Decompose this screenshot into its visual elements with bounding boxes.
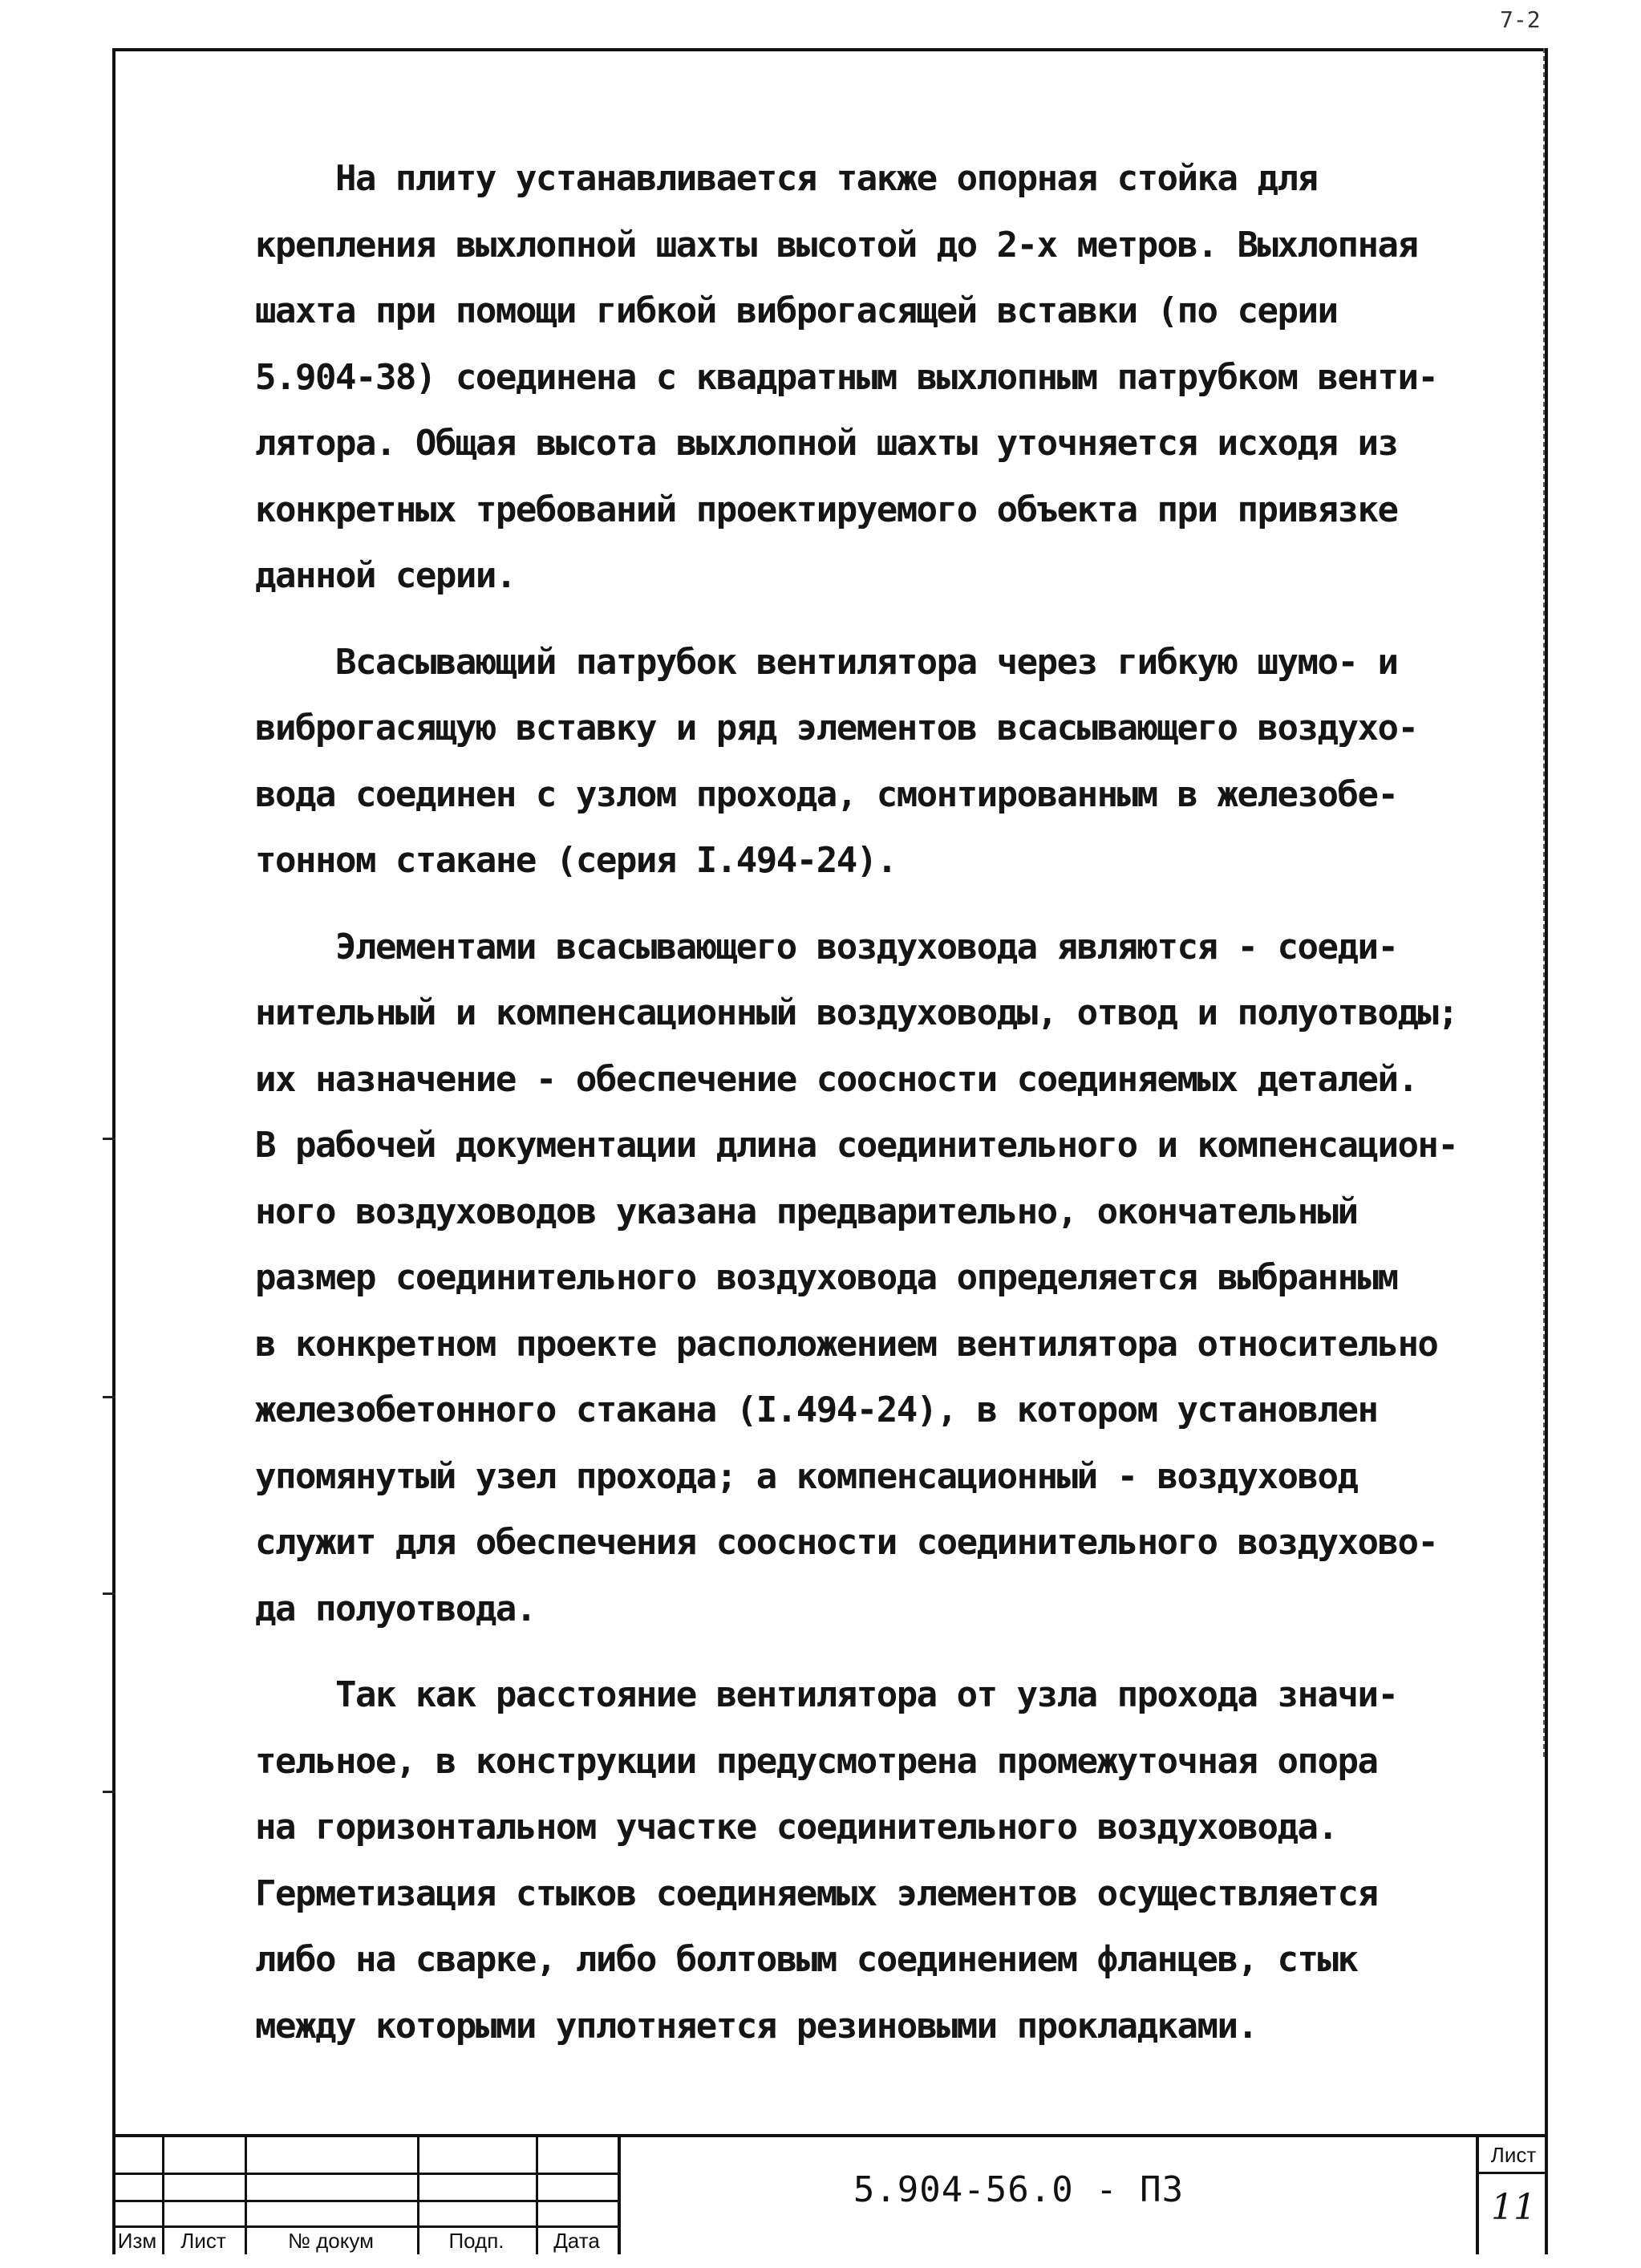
text-line: Так как расстояние вентилятора от узла прохода значи- — [255, 1674, 1398, 1715]
col-doc-number: № докум — [288, 2229, 374, 2253]
text-line: Всасывающий патрубок вентилятора через гибкую шумо- и — [255, 641, 1398, 683]
body-text — [255, 146, 1458, 2059]
text-line: 5.904-38) соединена с квадратным выхлопным патрубком венти- — [255, 356, 1438, 398]
text-line: вода соединен с узлом прохода, смонтированным в железобе- — [255, 773, 1398, 815]
text-line: Элементами всасывающего воздуховода являются - соеди- — [255, 926, 1398, 968]
text-line: их назначение - обеспечение соосности соединяемых деталей. — [255, 1058, 1418, 1100]
text-line: конкретных требований проектируемого объекта при привязке — [255, 489, 1398, 530]
title-block — [112, 2134, 1548, 2254]
text-line: лятора. Общая высота выхлопной шахты уточняется исходя из — [255, 423, 1398, 464]
text-line: данной серии. — [255, 555, 516, 596]
corner-mark: 7-2 — [1500, 6, 1541, 33]
margin-tick — [103, 1396, 115, 1398]
col-list: Лист — [180, 2229, 226, 2253]
text-line: ного воздуховодов указана предварительно, окончательный — [255, 1191, 1358, 1232]
document-code: 5.904-56.0 - ПЗ — [853, 2169, 1185, 2210]
text-line: виброгасящую вставку и ряд элементов всасывающего воздухо- — [255, 708, 1418, 749]
text-line: либо на сварке, либо болтовым соединением фланцев, стык — [255, 1939, 1358, 1980]
right-edge-line — [1543, 48, 1547, 1757]
text-line: да полуотвода. — [255, 1588, 536, 1629]
text-line: тельное, в конструкции предусмотрена промежуточная опора — [255, 1740, 1378, 1782]
text-line: железобетонного стакана (I.494-24), в котором установлен — [255, 1390, 1378, 1430]
revision-grid — [112, 2137, 618, 2254]
text-line: на горизонтальном участке соединительного воздуховода. — [255, 1807, 1338, 1848]
text-line: нительный и компенсационный воздуховоды, отвод и полуотводы; — [255, 992, 1458, 1033]
text-line: в конкретном проекте расположением вентилятора относительно — [255, 1323, 1438, 1365]
col-izm: Изм — [117, 2229, 157, 2253]
margin-tick — [103, 1592, 115, 1595]
margin-tick — [103, 1791, 115, 1793]
text-line: служит для обеспечения соосности соединительного воздухово- — [255, 1522, 1438, 1563]
sheet-number: 11 — [1491, 2187, 1536, 2228]
text-line: шахта при помощи гибкой виброгасящей вставки (по серии — [255, 290, 1338, 331]
sheet-box — [1476, 2137, 1548, 2254]
text-line: В рабочей документации длина соединительного и компенсацион- — [255, 1125, 1458, 1166]
text-line: тонном стакане (серия I.494-24). — [255, 840, 897, 881]
col-date: Дата — [553, 2229, 600, 2253]
text-line: крепления выхлопной шахты высотой до 2-х метров. Выхлопная — [255, 224, 1418, 266]
margin-tick — [103, 1138, 115, 1140]
text-line: между которыми уплотняется резиновыми прокладками. — [255, 2005, 1258, 2047]
sheet-label: Лист — [1479, 2137, 1548, 2174]
text-line: На плиту устанавливается также опорная стойка для — [255, 158, 1318, 199]
text-line: Герметизация стыков соединяемых элементов осуществляется — [255, 1872, 1378, 1914]
col-signature: Подп. — [448, 2229, 504, 2253]
text-line: размер соединительного воздуховода определяется выбранным — [255, 1257, 1398, 1298]
text-line: упомянутый узел прохода; а компенсационный - воздуховод — [255, 1455, 1358, 1497]
